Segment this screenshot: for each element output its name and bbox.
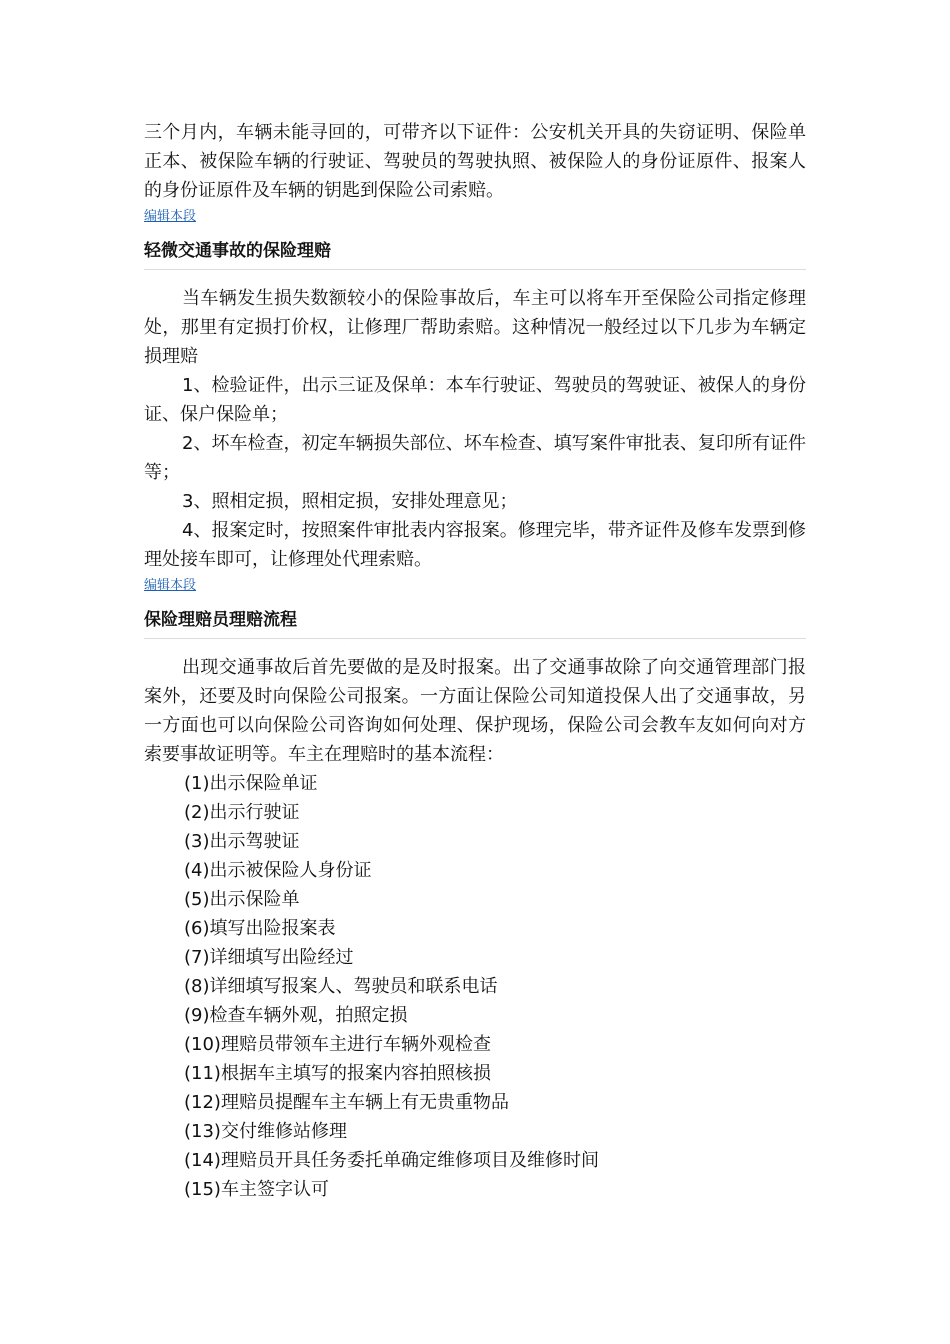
claims-steps-list — [144, 769, 806, 1204]
paragraph: 4、报案定时，按照案件审批表内容报案。修理完毕，带齐证件及修车发票到修理处接车即可，让修理处代理索赔。 — [144, 520, 806, 570]
edit-section-link[interactable]: 编辑本段 — [144, 578, 197, 593]
list-item: (14)理赔员开具任务委托单确定维修项目及维修时间 — [184, 1150, 599, 1171]
paragraph: 1、检验证件，出示三证及保单：本车行驶证、驾驶员的驾驶证、被保人的身份证、保户保险单； — [144, 375, 806, 425]
list-item: (13)交付维修站修理 — [184, 1121, 347, 1142]
list-item: (6)填写出险报案表 — [184, 918, 336, 939]
list-item: (7)详细填写出险经过 — [184, 947, 354, 968]
section-title-minor-accident: 轻微交通事故的保险理赔 — [144, 239, 806, 270]
list-item: (15)车主签字认可 — [184, 1179, 329, 1200]
paragraph: 2、坏车检查，初定车辆损失部位、坏车检查、填写案件审批表、复印所有证件等； — [144, 433, 806, 483]
list-item: (9)检查车辆外观，拍照定损 — [184, 1005, 408, 1026]
section-body-minor-accident — [144, 284, 806, 574]
list-item: (1)出示保险单证 — [184, 773, 318, 794]
list-item: (2)出示行驶证 — [184, 802, 300, 823]
section-title-claims-process: 保险理赔员理赔流程 — [144, 608, 806, 639]
document-page — [144, 118, 806, 1204]
paragraph: 当车辆发生损失数额较小的保险事故后，车主可以将车开至保险公司指定修理处，那里有定损打价权，让修理厂帮助索赔。这种情况一般经过以下几步为车辆定损理赔 — [144, 288, 806, 367]
list-item: (3)出示驾驶证 — [184, 831, 300, 852]
intro-paragraph: 三个月内，车辆未能寻回的，可带齐以下证件：公安机关开具的失窃证明、保险单正本、被保险车辆的行驶证、驾驶员的驾驶执照、被保险人的身份证原件、报案人的身份证原件及车辆的钥匙到保险公司索赔。 — [144, 122, 806, 201]
section-body-claims-process — [144, 653, 806, 1204]
paragraph: 3、照相定损，照相定损，安排处理意见； — [182, 491, 518, 512]
list-item: (10)理赔员带领车主进行车辆外观检查 — [184, 1034, 491, 1055]
list-item: (4)出示被保险人身份证 — [184, 860, 372, 881]
list-item: (8)详细填写报案人、驾驶员和联系电话 — [184, 976, 498, 997]
list-item: (5)出示保险单 — [184, 889, 300, 910]
paragraph: 出现交通事故后首先要做的是及时报案。出了交通事故除了向交通管理部门报案外，还要及时向保险公司报案。一方面让保险公司知道投保人出了交通事故，另一方面也可以向保险公司咨询如何处理、保护现场，保险公司会教车友如何向对方索要事故证明等。车主在理赔时的基本流程： — [144, 657, 806, 765]
edit-section-link[interactable]: 编辑本段 — [144, 209, 197, 224]
list-item: (11)根据车主填写的报案内容拍照核损 — [184, 1063, 491, 1084]
list-item: (12)理赔员提醒车主车辆上有无贵重物品 — [184, 1092, 509, 1113]
